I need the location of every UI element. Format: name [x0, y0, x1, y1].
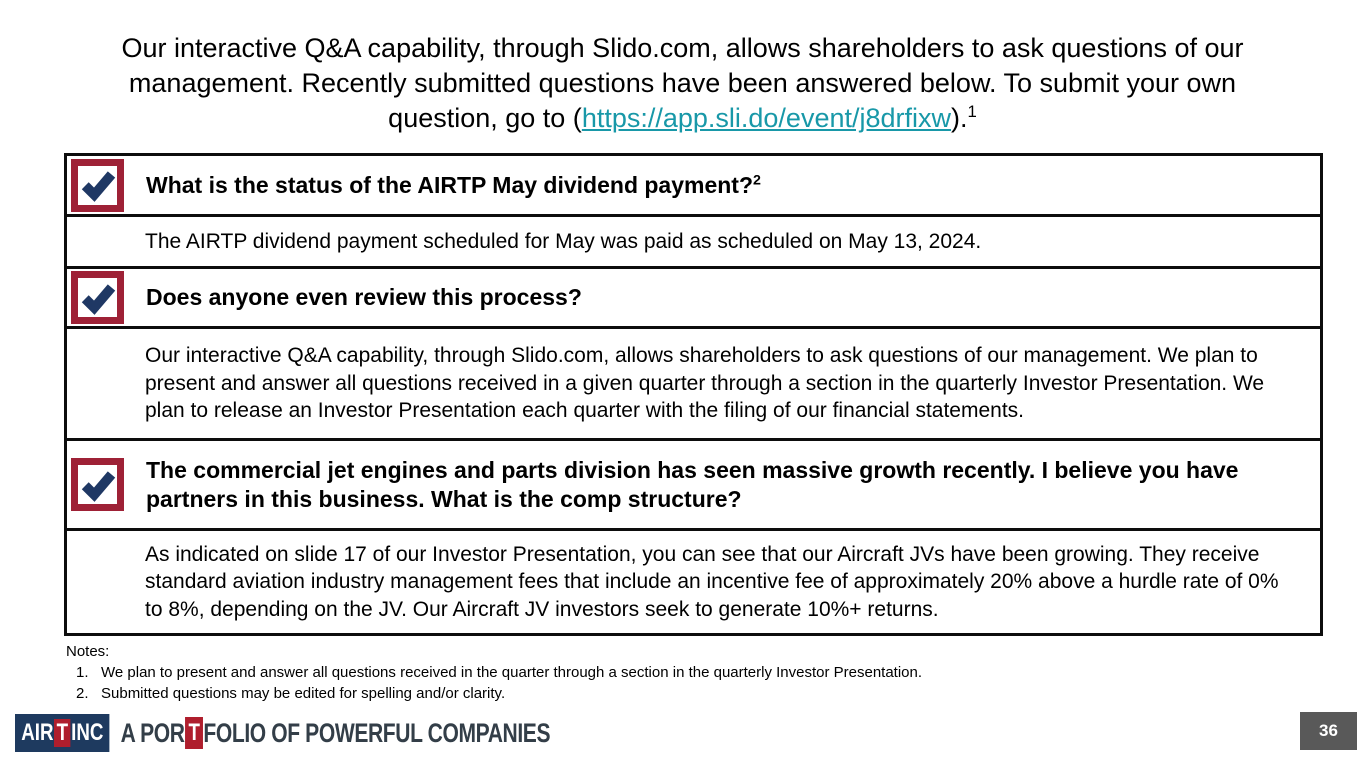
logo-t-icon: T	[54, 719, 70, 747]
logo-air-text: AIR	[21, 719, 54, 746]
note-2-text: Submitted questions may be edited for spelling and/or clarity.	[101, 685, 506, 702]
qa-table	[64, 153, 1323, 636]
question-1-footnote-ref: 2	[753, 171, 761, 188]
checkbox-checked-icon	[71, 458, 124, 511]
notes-section	[66, 641, 1166, 704]
note-2-number: 2.	[76, 685, 89, 702]
checkbox-checked-icon	[71, 159, 124, 212]
answer-row-3	[67, 528, 1320, 633]
answer-1-text: The AIRTP dividend payment scheduled for May was paid as scheduled on May 13, 2024.	[145, 229, 982, 253]
page-number: 36	[1319, 721, 1338, 740]
notes-heading: Notes:	[66, 643, 110, 660]
question-text	[146, 456, 1304, 514]
logo-tagline	[121, 717, 551, 749]
tagline-t-icon: T	[185, 717, 202, 749]
note-item-1	[66, 662, 1166, 683]
question-2-label: Does anyone even review this process?	[146, 284, 582, 310]
question-3-label: The commercial jet engines and parts division has seen massive growth recently. I believe you have partners in this business. What is the comp structure?	[146, 456, 1239, 512]
answer-row-2	[67, 326, 1320, 438]
company-logo	[15, 714, 550, 752]
page-number-badge	[1300, 712, 1357, 750]
question-row-1	[67, 156, 1320, 214]
title-text-after: ).	[951, 103, 968, 133]
answer-row-1	[67, 214, 1320, 266]
airt-inc-logo	[15, 714, 110, 752]
note-1-number: 1.	[76, 664, 89, 681]
note-1-text: We plan to present and answer all questions received in the quarter through a section in the quarterly Investor Presentation.	[101, 664, 923, 681]
question-text	[146, 171, 761, 200]
title-text-before: Our interactive Q&A capability, through Slido.com, allows shareholders to ask questions of our management. Recently submitted questions have been answered below. To submit your own question, go to (	[121, 33, 1244, 133]
question-row-2	[67, 266, 1320, 326]
tagline-part1: A POR	[120, 717, 185, 748]
checkbox-checked-icon	[71, 271, 124, 324]
question-row-3	[67, 438, 1320, 528]
tagline-part2: FOLIO OF POWERFUL COMPANIES	[203, 717, 551, 748]
logo-inc-text: INC	[71, 719, 104, 746]
answer-2-text: Our interactive Q&A capability, through Slido.com, allows shareholders to ask questions of our management. We plan to present and answer all questions received in a given quarter through a section in the quarterly Investor Presentation. We plan to release an Investor Presentation each quarter with the filing of our financial statements.	[145, 344, 1265, 423]
title-footnote-ref: 1	[967, 102, 977, 121]
question-1-label: What is the status of the AIRTP May dividend payment?	[146, 171, 754, 198]
answer-3-text: As indicated on slide 17 of our Investor Presentation, you can see that our Aircraft JVs have been growing. They receive standard aviation industry management fees that include an incentive fee of approximately 20% above a hurdle rate of 0% to 8%, depending on the JV. Our Aircraft JV investors seek to generate 10%+ returns.	[145, 542, 1279, 621]
note-item-2	[66, 683, 1166, 704]
question-text	[146, 283, 582, 312]
slide-title	[75, 31, 1291, 136]
slido-event-link[interactable]: https://app.sli.do/event/j8drfixw	[581, 103, 952, 133]
